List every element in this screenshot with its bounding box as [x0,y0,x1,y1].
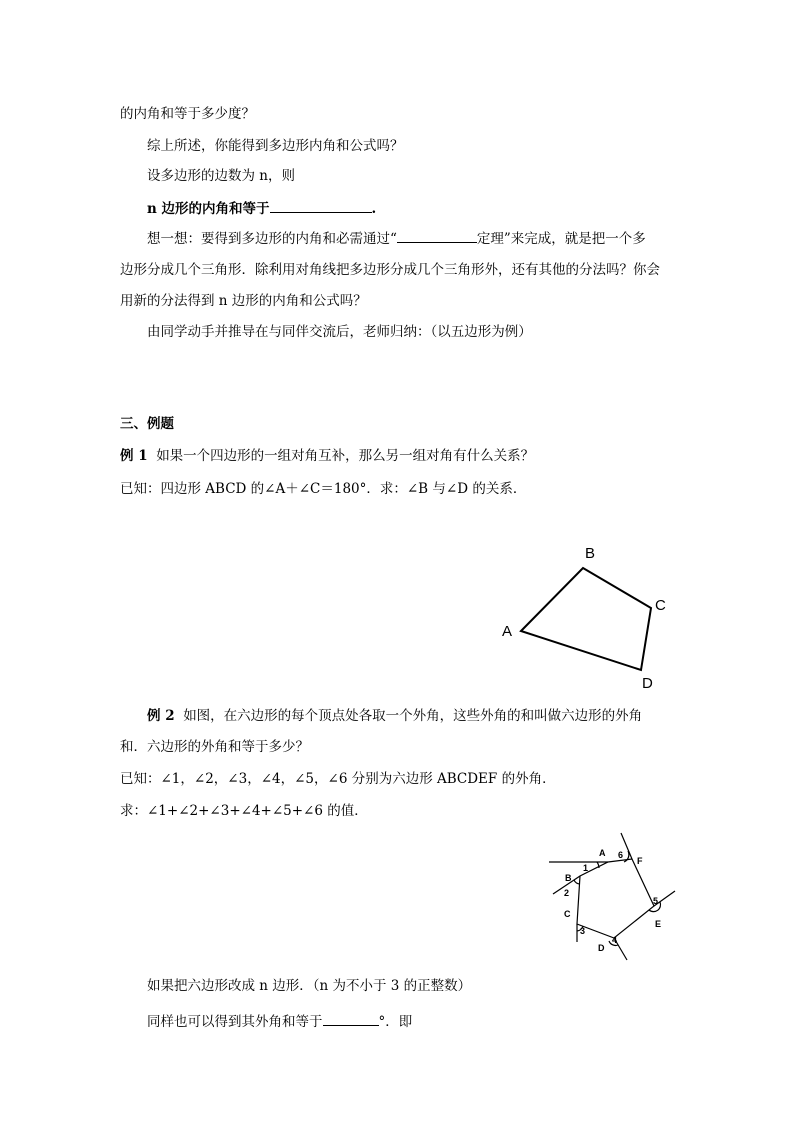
vertex-label-b: B [585,545,596,562]
answer-blank [397,228,477,243]
answer-blank [270,198,372,213]
angle-label-6: 6 [618,850,624,860]
section-heading: 三、例题 [120,416,174,432]
text-line: 和．六边形的外角和等于多少？ [120,739,309,755]
example-label: 例 1 [120,448,148,464]
angle-arc [577,926,583,931]
think-text: 定理”来完成，就是把一个多 [476,231,646,247]
example-text: 如图，在六边形的每个顶点处各取一个外角，这些外角的和叫做六边形的外角 [183,708,643,724]
punctuation: . [371,201,377,217]
angle-label-1: 1 [583,863,589,873]
formula-prompt: n 边形的内角和等于 [147,201,270,217]
hexagon-shape [577,859,654,938]
vertex-label-d: D [642,675,653,692]
angle-arc [624,851,629,862]
angle-label-3: 3 [580,926,586,936]
text-line [120,446,534,466]
angle-label-4: 4 [612,935,618,945]
text-line: 设多边形的边数为 n，则 [147,168,295,184]
text-line: 由同学动手并推导在与同伴交流后，老师归纳：（以五边形为例） [147,324,532,340]
text-line [147,1011,412,1032]
vertex-label-c: C [655,597,666,614]
angle-label-5: 5 [653,896,659,906]
exterior-sum-prompt: 同样也可以得到其外角和等于 [147,1014,323,1030]
vertex-label-d: D [598,943,605,953]
vertex-label-e: E [655,919,662,929]
text-line: 用新的分法得到 n 边形的内角和公式吗？ [120,293,367,309]
think-text: 想一想：要得到多边形的内角和必需通过“ [147,231,397,247]
vertex-label-c: C [564,909,571,919]
text-line: 已知：∠1，∠2，∠3，∠4，∠5，∠6 分别为六边形 ABCDEF 的外角． [120,771,556,787]
text-line: 边形分成几个三角形．除利用对角线把多边形分成几个三角形外，还有其他的分法吗？你会 [120,262,660,278]
text-line: 求：∠1+∠2+∠3+∠4+∠5+∠6 的值． [120,803,368,819]
angle-arc [574,880,580,884]
angle-arc [609,941,618,945]
angle-arc [597,862,599,868]
text-line: 的内角和等于多少度？ [120,106,255,122]
text-line: 如果把六边形改成 n 边形．（n 为不小于 3 的正整数） [147,978,472,994]
angle-label-2: 2 [564,888,570,898]
exterior-sum-suffix: °．即 [378,1014,413,1030]
example-text: 如果一个四边形的一组对角互补，那么另一组对角有什么关系？ [156,448,535,464]
example-label: 例 2 [147,708,175,724]
answer-blank [323,1011,379,1026]
extension-line [621,833,632,859]
text-line: 综上所述，你能得到多边形内角和公式吗？ [147,138,404,154]
quadrilateral-shape [521,568,651,670]
extension-line [553,876,580,894]
text-line [147,228,646,249]
extension-line [654,891,675,906]
vertex-label-b: B [565,873,572,883]
text-line [147,706,642,726]
vertex-label-a: A [502,623,513,640]
extension-line [614,938,627,960]
angle-arc [649,902,661,912]
text-line [147,198,376,219]
text-line: 已知：四边形 ABCD 的∠A＋∠C＝180°．求：∠B 与∠D 的关系． [120,481,527,497]
vertex-label-f: F [637,856,643,866]
vertex-label-a: A [599,848,606,858]
